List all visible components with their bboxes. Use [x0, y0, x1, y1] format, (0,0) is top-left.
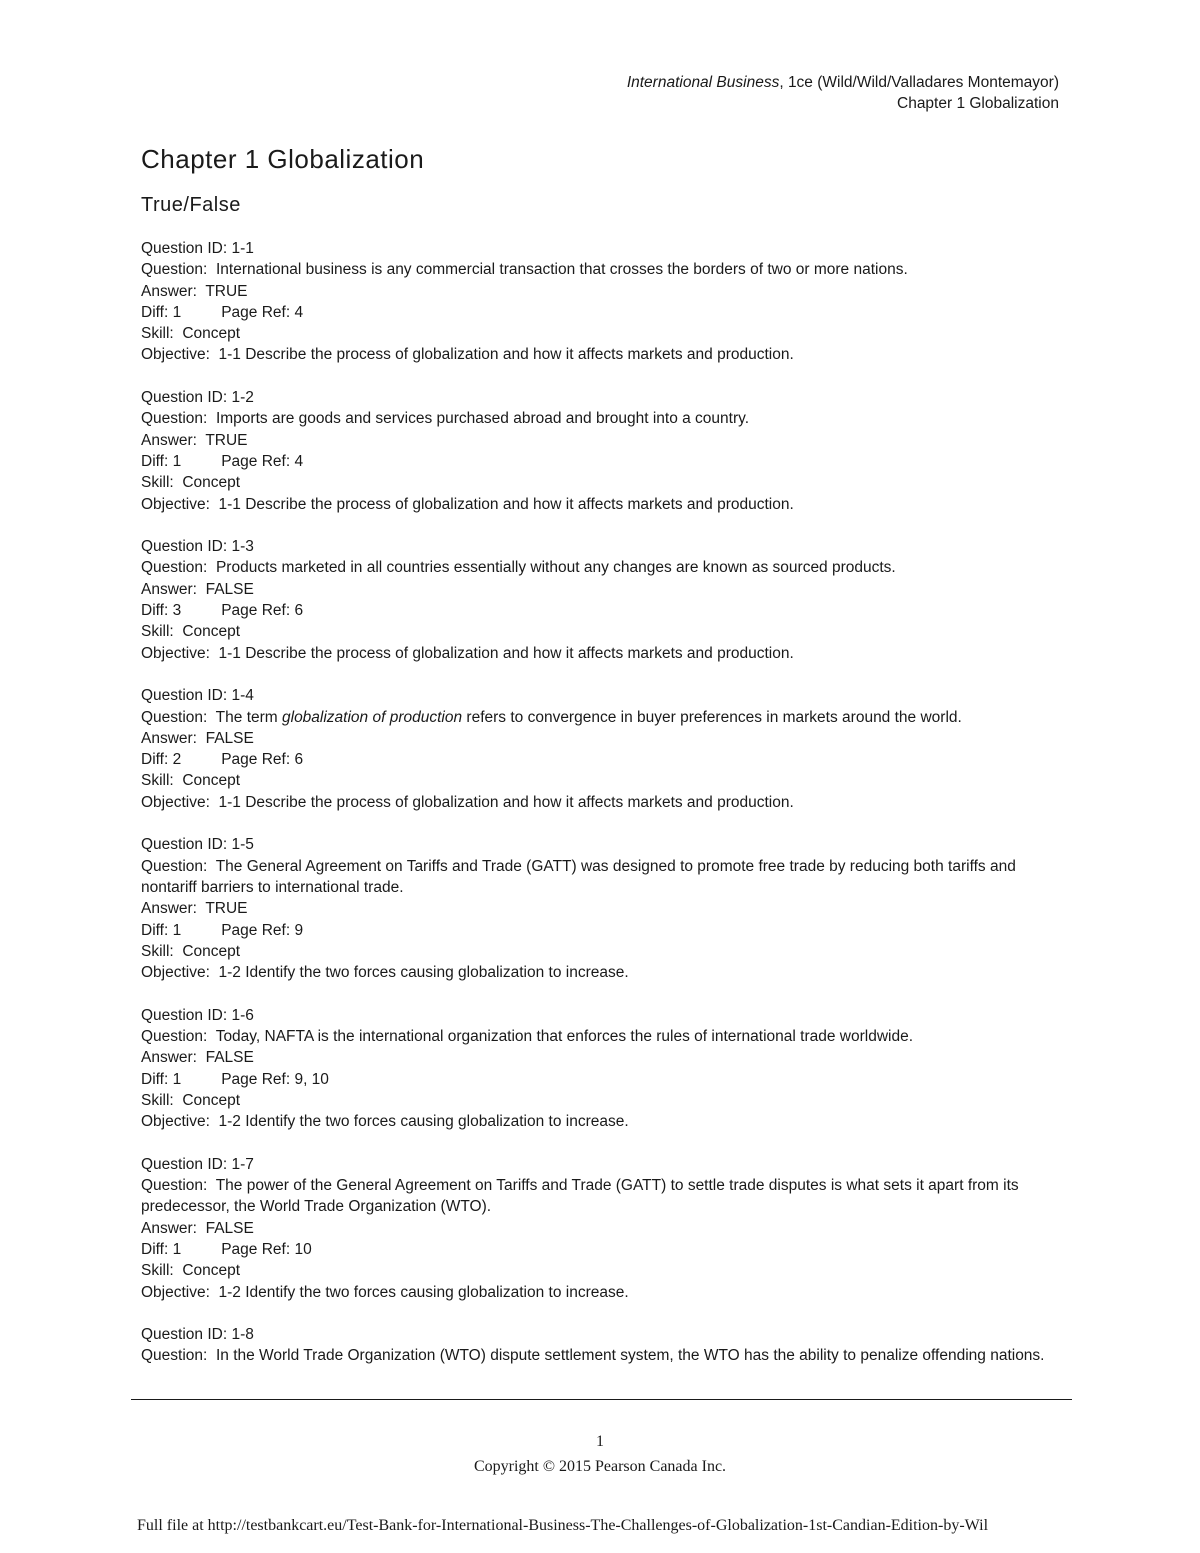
question-text: refers to convergence in buyer preferences in markets around the world.	[462, 708, 962, 726]
skill-line: Skill: Concept	[141, 623, 241, 641]
diff-pageref-line	[141, 451, 1061, 472]
question-prefix: Question:	[141, 1027, 216, 1045]
page-ref: Page Ref: 9, 10	[221, 1070, 329, 1088]
difficulty: Diff: 1	[141, 1070, 182, 1088]
question-block	[141, 387, 1061, 515]
page-ref: Page Ref: 4	[221, 452, 304, 470]
diff-pageref-line	[141, 600, 1061, 621]
question-prefix: Question:	[141, 410, 216, 428]
question-text: The General Agreement on Tariffs and Trade (GATT) was designed to promote free trade by reducing both tariffs and nontariff barriers to international trade.	[141, 857, 1021, 896]
difficulty: Diff: 1	[141, 452, 182, 470]
question-id: Question ID: 1-3	[141, 538, 254, 556]
answer-line: Answer: FALSE	[141, 729, 254, 747]
objective-line: Objective: 1-2 Identify the two forces causing globalization to increase.	[141, 1283, 629, 1301]
question-id: Question ID: 1-4	[141, 687, 254, 705]
question-id: Question ID: 1-6	[141, 1006, 254, 1024]
copyright-notice: Copyright © 2015 Pearson Canada Inc.	[473, 1458, 727, 1475]
skill-line: Skill: Concept	[141, 942, 241, 960]
answer-line: Answer: FALSE	[141, 580, 254, 598]
section-title: True/False	[141, 194, 241, 216]
page-ref: Page Ref: 4	[221, 303, 304, 321]
diff-pageref-line	[141, 749, 1061, 770]
question-id: Question ID: 1-1	[141, 240, 254, 257]
answer-line: Answer: FALSE	[141, 1049, 254, 1067]
question-text-line	[141, 1026, 1061, 1047]
question-block	[141, 685, 1061, 813]
page-ref: Page Ref: 10	[221, 1240, 312, 1258]
footer-divider	[131, 1399, 1072, 1400]
document-content	[141, 142, 1061, 1388]
full-file-link[interactable]: Full file at http://testbankcart.eu/Test-Bank-for-International-Business-The-Challenges-of-Globalization-1st-Candian-Edition-by-Wil	[137, 1517, 989, 1534]
header-edition-authors: , 1ce (Wild/Wild/Valladares Montemayor)	[779, 74, 1059, 91]
page-ref: Page Ref: 6	[221, 751, 304, 769]
question-id: Question ID: 1-2	[141, 389, 254, 407]
question-block	[141, 238, 1061, 366]
diff-pageref-line	[141, 1069, 1061, 1090]
question-block	[141, 536, 1061, 664]
objective-line: Objective: 1-1 Describe the process of globalization and how it affects markets and production.	[141, 495, 794, 513]
question-prefix: Question: The term	[141, 708, 282, 726]
question-text-line	[141, 408, 1061, 429]
question-id: Question ID: 1-7	[141, 1155, 254, 1173]
skill-line: Skill: Concept	[141, 1262, 241, 1280]
question-text-line	[141, 707, 1061, 728]
chapter-title: Chapter 1 Globalization	[141, 144, 425, 174]
question-prefix: Question:	[141, 857, 216, 875]
question-italic-term: globalization of production	[282, 708, 463, 726]
skill-line: Skill: Concept	[141, 772, 241, 790]
question-text: In the World Trade Organization (WTO) dispute settlement system, the WTO has the ability to penalize offending nations.	[215, 1347, 1045, 1365]
page-ref: Page Ref: 9	[221, 921, 304, 939]
header-chapter: Chapter 1 Globalization	[897, 95, 1059, 112]
question-prefix: Question:	[141, 261, 216, 279]
diff-pageref-line	[141, 920, 1061, 941]
answer-line: Answer: FALSE	[141, 1219, 254, 1237]
question-block	[141, 1324, 1061, 1367]
question-block	[141, 834, 1061, 983]
answer-line: Answer: TRUE	[141, 900, 248, 918]
difficulty: Diff: 1	[141, 303, 182, 321]
objective-line: Objective: 1-2 Identify the two forces causing globalization to increase.	[141, 1113, 629, 1131]
question-text: The power of the General Agreement on Tariffs and Trade (GATT) to settle trade disputes is what sets it apart from its predecessor, the World Trade Organization (WTO).	[141, 1177, 1023, 1216]
skill-line: Skill: Concept	[141, 325, 241, 343]
answer-line: Answer: TRUE	[141, 282, 248, 300]
question-prefix: Question:	[141, 1177, 216, 1195]
diff-pageref-line	[141, 302, 1061, 323]
question-text: Today, NAFTA is the international organization that enforces the rules of international trade worldwide.	[215, 1027, 913, 1045]
skill-line: Skill: Concept	[141, 1091, 241, 1109]
page-ref: Page Ref: 6	[221, 602, 304, 620]
question-prefix: Question:	[141, 559, 216, 577]
difficulty: Diff: 1	[141, 921, 182, 939]
question-text-line	[141, 557, 1061, 578]
question-block	[141, 1154, 1061, 1303]
page-number: 1	[596, 1433, 604, 1450]
diff-pageref-line	[141, 1239, 1061, 1260]
question-text-line	[141, 1345, 1061, 1366]
skill-line: Skill: Concept	[141, 474, 241, 492]
question-text-line	[141, 259, 1061, 280]
question-id: Question ID: 1-5	[141, 836, 254, 854]
difficulty: Diff: 1	[141, 1240, 182, 1258]
answer-line: Answer: TRUE	[141, 431, 248, 449]
question-text-line	[141, 856, 1061, 899]
objective-line: Objective: 1-1 Describe the process of globalization and how it affects markets and production.	[141, 644, 794, 662]
question-text: Imports are goods and services purchased abroad and brought into a country.	[215, 410, 750, 428]
difficulty: Diff: 2	[141, 751, 182, 769]
question-text-line	[141, 1175, 1061, 1218]
objective-line: Objective: 1-1 Describe the process of globalization and how it affects markets and production.	[141, 346, 794, 364]
difficulty: Diff: 3	[141, 602, 182, 620]
question-text: International business is any commercial transaction that crosses the borders of two or more nations.	[215, 261, 908, 279]
question-id: Question ID: 1-8	[141, 1326, 254, 1344]
header-book-title: International Business	[626, 74, 780, 91]
question-list	[141, 238, 1061, 1367]
question-prefix: Question:	[141, 1347, 216, 1365]
objective-line: Objective: 1-2 Identify the two forces causing globalization to increase.	[141, 964, 629, 982]
question-text: Products marketed in all countries essentially without any changes are known as sourced products.	[215, 559, 896, 577]
question-block	[141, 1005, 1061, 1133]
objective-line: Objective: 1-1 Describe the process of globalization and how it affects markets and production.	[141, 793, 794, 811]
